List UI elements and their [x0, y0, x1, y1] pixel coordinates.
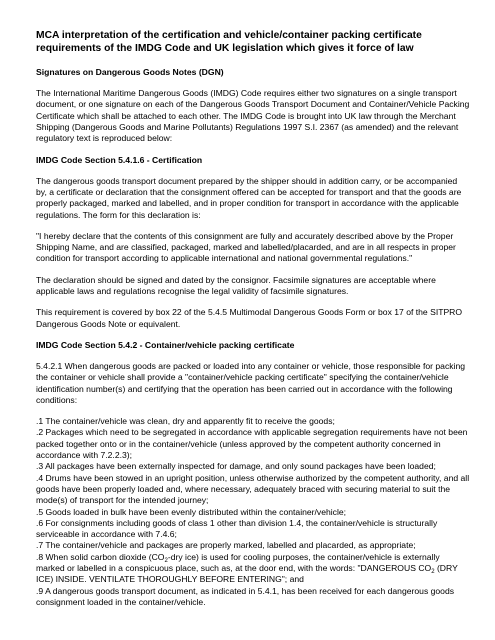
- paragraph-box-reference: This requirement is covered by box 22 of the 5.4.5 Multimodal Dangerous Goods Form or box 17 of the SITPRO Dangerous Goods Note or equivalent.: [36, 307, 463, 329]
- conditions-list: [36, 416, 470, 608]
- paragraph-imdg-intro: The International Maritime Dangerous Goods (IMDG) Code requires either two signatures on a single transport document, or one signature on each of the Dangerous Goods Transport Document and Container/Vehicle Packing Certificate which shall be attached to each other. The IMDG Code is brought into UK law through the Merchant Shipping (Dangerous Goods and Marine Pollutants) Regulations 1997 S.I. 2367 (as amended) and the relevant regulatory text is reproduced below:: [36, 88, 470, 144]
- condition-item: .1 The container/vehicle was clean, dry and apparently fit to receive the goods;: [36, 416, 335, 427]
- condition-item: .7 The container/vehicle and packages are properly marked, labelled and placarded, as appropriate;: [36, 540, 416, 551]
- paragraph-packing-intro: 5.4.2.1 When dangerous goods are packed or loaded into any container or vehicle, those responsible for packing the container or vehicle shall provide a "container/vehicle packing certificate" specifying the container/vehicle identification number(s) and certifying that the operation has been carried out in accordance with the following conditions:: [36, 360, 466, 405]
- condition-8-text-c: (DRY ICE) INSIDE. VENTILATE THOROUGHLY BEFORE ENTERING"; and: [36, 562, 458, 585]
- document-title: MCA interpretation of the certification and vehicle/container packing certificate requirements of the IMDG Code and UK legislation which gives it force of law: [36, 30, 422, 54]
- section-heading-packing-certificate: IMDG Code Section 5.4.2 - Container/vehicle packing certificate: [36, 339, 295, 350]
- condition-8-text-a: .8 When solid carbon dioxide (CO: [36, 551, 165, 562]
- condition-8-subscript: 2: [431, 568, 435, 575]
- paragraph-certification: The dangerous goods transport document prepared by the shipper should in addition carry, or be accompanied by, a certificate or declaration that the consignment offered can be accepted for transport and that the goods are properly packaged, marked and labelled, and in proper condition for transport in accordance with the applicable regulations. The form for this declaration is:: [36, 175, 462, 220]
- condition-8-text-b: -dry ice) is used for cooling purposes, the container/vehicle is externally marked or labelled in a conspicuous place, such as, at the door end, with the words: "DANGEROUS CO: [36, 551, 440, 573]
- document-page: [36, 30, 470, 608]
- paragraph-declaration-quote: "I hereby declare that the contents of this consignment are fully and accurately described above by the Proper Shipping Name, and are classified, packaged, marked and labelled/placarded, and are in all respects in proper condition for transport according to applicable international and national governmental regulations.": [36, 230, 456, 264]
- condition-item: .2 Packages which need to be segregated in accordance with applicable segregation requirements have not been packed together onto or in the container/vehicle (unless approved by the competent authority concerned in accordance with 7.2.2.3);: [36, 427, 468, 461]
- condition-item: .4 Drums have been stowed in an upright position, unless otherwise authorized by the competent authority, and all goods have been properly loaded and, where necessary, adequately braced with securing material to suit the mode(s) of transport for the intended journey;: [36, 472, 470, 506]
- section-heading-signatures: Signatures on Dangerous Goods Notes (DGN): [36, 67, 224, 78]
- condition-item: .5 Goods loaded in bulk have been evenly distributed within the container/vehicle;: [36, 506, 347, 517]
- paragraph-signing: The declaration should be signed and dated by the consignor. Facsimile signatures are acceptable where applicable laws and regulations recognise the legal validity of facsimile signatures.: [36, 274, 436, 297]
- section-heading-certification: IMDG Code Section 5.4.1.6 - Certification: [36, 154, 203, 165]
- condition-item-dry-ice: [36, 552, 470, 586]
- condition-item: .9 A dangerous goods transport document, as indicated in 5.4.1, has been received for each dangerous goods consignment loaded in the container/vehicle.: [36, 585, 455, 607]
- condition-8-subscript: 2: [164, 557, 168, 564]
- condition-item: .6 For consignments including goods of class 1 other than division 1.4, the container/vehicle is structurally serviceable in accordance with 7.4.6;: [36, 517, 438, 540]
- condition-item: .3 All packages have been externally inspected for damage, and only sound packages have been loaded;: [36, 461, 436, 472]
